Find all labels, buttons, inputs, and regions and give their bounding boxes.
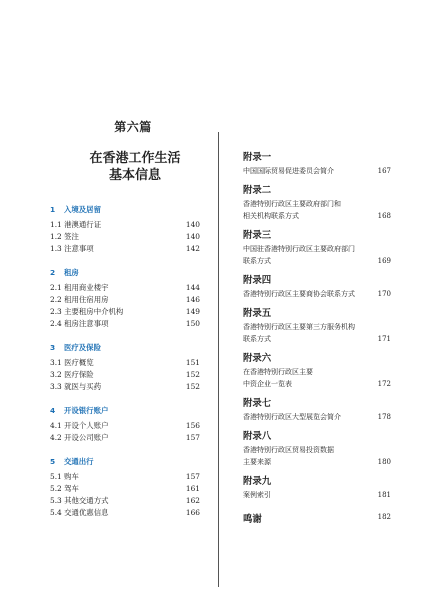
appendix-toc — [243, 150, 391, 525]
entry-page: 157 — [185, 472, 200, 481]
toc-entry[interactable] — [50, 495, 200, 507]
entry-page: 140 — [185, 220, 200, 229]
toc-section-heading[interactable] — [50, 342, 200, 354]
toc-entry[interactable] — [50, 219, 200, 231]
entry-page: 152 — [185, 382, 200, 391]
entry-number: 5.1 — [50, 472, 62, 481]
appendix-title: 附录二 — [243, 185, 272, 196]
entry-label: 签注 — [64, 232, 79, 241]
appendix-desc-line: 相关机构联系方式 — [243, 212, 299, 220]
appendix-title: 附录七 — [243, 398, 272, 409]
appendix-desc-line: 香港特别行政区主要商协会联系方式 — [243, 290, 355, 298]
toc-section-heading[interactable] — [50, 267, 200, 279]
entry-page: 161 — [185, 484, 200, 493]
entry-page: 140 — [185, 232, 200, 241]
entry-page: 166 — [185, 508, 200, 517]
entry-label: 交通优惠信息 — [64, 508, 109, 517]
appendix-desc-line: 香港特别行政区主要政府部门和 — [243, 200, 341, 208]
appendix-desc-line: 中资企业一览表 — [243, 380, 292, 388]
entry-number: 5.3 — [50, 496, 62, 505]
entry-label: 租用商业楼宇 — [64, 283, 109, 292]
toc-section-heading[interactable] — [50, 456, 200, 468]
section-number: 5 — [50, 457, 56, 466]
entry-page: 149 — [185, 307, 200, 316]
entry-label: 港澳通行证 — [64, 220, 102, 229]
toc-entry[interactable] — [50, 357, 200, 369]
entry-number: 4.2 — [50, 433, 62, 442]
appendix-title: 附录四 — [243, 275, 272, 286]
appendix-title: 附录九 — [243, 476, 272, 487]
entry-label: 其他交通方式 — [64, 496, 109, 505]
entry-label: 租用住宿用房 — [64, 295, 109, 304]
toc-entry[interactable] — [50, 294, 200, 306]
entry-label: 注意事项 — [64, 244, 94, 253]
appendix-desc-line: 中国国际贸易促进委员会简介 — [243, 167, 334, 175]
toc-entry[interactable] — [50, 306, 200, 318]
appendix-entry[interactable] — [243, 273, 391, 300]
section-number: 1 — [50, 205, 56, 214]
toc-entry[interactable] — [50, 507, 200, 519]
appendix-page: 167 — [377, 167, 391, 175]
entry-page: 146 — [185, 295, 200, 304]
main-title-line-1: 在香港工作生活 — [89, 151, 181, 166]
toc-section — [50, 267, 200, 330]
toc-entry[interactable] — [50, 381, 200, 393]
section-title: 入境及居留 — [64, 205, 101, 214]
appendix-desc-line: 香港特别行政区主要第三方服务机构 — [243, 323, 355, 331]
entry-number: 5.2 — [50, 484, 62, 493]
toc-section — [50, 204, 200, 255]
toc-entry[interactable] — [50, 420, 200, 432]
entry-number: 3.2 — [50, 370, 62, 379]
toc-entry[interactable] — [50, 483, 200, 495]
appendix-desc-line: 联系方式 — [243, 335, 271, 343]
appendix-title: 附录六 — [243, 353, 272, 364]
appendix-page: 178 — [377, 413, 391, 421]
entry-page: 162 — [185, 496, 200, 505]
main-title-line-2: 基本信息 — [108, 168, 161, 183]
toc-section-heading[interactable] — [50, 405, 200, 417]
section-number: 4 — [50, 406, 56, 415]
appendix-title: 附录一 — [243, 152, 272, 163]
appendix-desc-line: 香港特别行政区贸易投资数据 — [243, 446, 334, 454]
toc-section — [50, 405, 200, 444]
entry-page: 156 — [185, 421, 200, 430]
entry-number: 2.2 — [50, 295, 62, 304]
entry-number: 4.1 — [50, 421, 62, 430]
appendix-page: 170 — [377, 290, 391, 298]
appendix-entry[interactable] — [243, 306, 391, 345]
entry-number: 3.1 — [50, 358, 62, 367]
entry-label: 医疗概览 — [64, 358, 94, 367]
appendix-desc-line: 案例索引 — [243, 491, 271, 499]
toc-entry[interactable] — [50, 282, 200, 294]
entry-number: 2.1 — [50, 283, 62, 292]
section-title: 租房 — [64, 268, 79, 277]
appendix-page: 172 — [377, 380, 391, 388]
appendix-entry[interactable] — [243, 183, 391, 222]
entry-page: 150 — [185, 319, 200, 328]
appendix-entry[interactable] — [243, 150, 391, 177]
entry-number: 1.3 — [50, 244, 62, 253]
entry-page: 157 — [185, 433, 200, 442]
section-main-title — [50, 150, 220, 184]
entry-label: 开设公司账户 — [64, 433, 109, 442]
entry-number: 2.3 — [50, 307, 62, 316]
toc-entry[interactable] — [50, 231, 200, 243]
toc-section — [50, 456, 200, 519]
toc-entry[interactable] — [50, 471, 200, 483]
column-divider — [218, 132, 219, 587]
appendix-entry[interactable] — [243, 351, 391, 390]
toc-entry[interactable] — [50, 318, 200, 330]
entry-label: 购车 — [64, 472, 79, 481]
entry-label: 医疗保险 — [64, 370, 94, 379]
appendix-title: 附录八 — [243, 431, 272, 442]
part-title: 第六篇 — [114, 120, 152, 134]
entry-number: 3.3 — [50, 382, 62, 391]
appendix-entry[interactable] — [243, 474, 391, 501]
section-number: 3 — [50, 343, 56, 352]
toc-section — [50, 342, 200, 393]
appendix-page: 168 — [377, 212, 391, 220]
entry-label: 主要租房中介机构 — [64, 307, 124, 316]
appendix-entry[interactable] — [243, 429, 391, 468]
entry-label: 就医与买药 — [64, 382, 102, 391]
entry-page: 142 — [185, 244, 200, 253]
appendix-desc-line: 中国驻香港特别行政区主要政府部门 — [243, 245, 355, 253]
entry-label: 驾车 — [64, 484, 79, 493]
entry-label: 开设个人账户 — [64, 421, 109, 430]
appendix-title: 附录五 — [243, 308, 272, 319]
appendix-page: 180 — [377, 458, 391, 466]
section-number: 2 — [50, 268, 56, 277]
entry-page: 144 — [185, 283, 200, 292]
appendix-page: 181 — [377, 491, 391, 499]
appendix-entry[interactable] — [243, 396, 391, 423]
appendix-page: 171 — [377, 335, 391, 343]
toc-section-heading[interactable] — [50, 204, 200, 216]
appendix-desc-line: 联系方式 — [243, 257, 271, 265]
appendix-desc-line: 在香港特别行政区主要 — [243, 368, 313, 376]
acknowledgement-page: 182 — [377, 513, 391, 521]
section-title: 开设银行账户 — [64, 406, 109, 415]
appendix-page: 169 — [377, 257, 391, 265]
entry-number: 2.4 — [50, 319, 62, 328]
appendix-desc-line: 主要来源 — [243, 458, 271, 466]
acknowledgement-title: 鸣谢 — [243, 514, 262, 525]
chapter-toc — [50, 204, 200, 531]
entry-page: 151 — [185, 358, 200, 367]
toc-entry[interactable] — [50, 369, 200, 381]
entry-number: 1.2 — [50, 232, 62, 241]
entry-number: 1.1 — [50, 220, 62, 229]
section-title: 交通出行 — [64, 457, 94, 466]
appendix-title: 附录三 — [243, 230, 272, 241]
acknowledgement-entry[interactable] — [243, 507, 391, 525]
appendix-entry[interactable] — [243, 228, 391, 267]
entry-number: 5.4 — [50, 508, 62, 517]
appendix-desc-line: 香港特别行政区大型展览会简介 — [243, 413, 341, 421]
entry-page: 152 — [185, 370, 200, 379]
entry-label: 租房注意事项 — [64, 319, 109, 328]
toc-entry[interactable] — [50, 243, 200, 255]
toc-entry[interactable] — [50, 432, 200, 444]
section-title: 医疗及保险 — [64, 343, 101, 352]
